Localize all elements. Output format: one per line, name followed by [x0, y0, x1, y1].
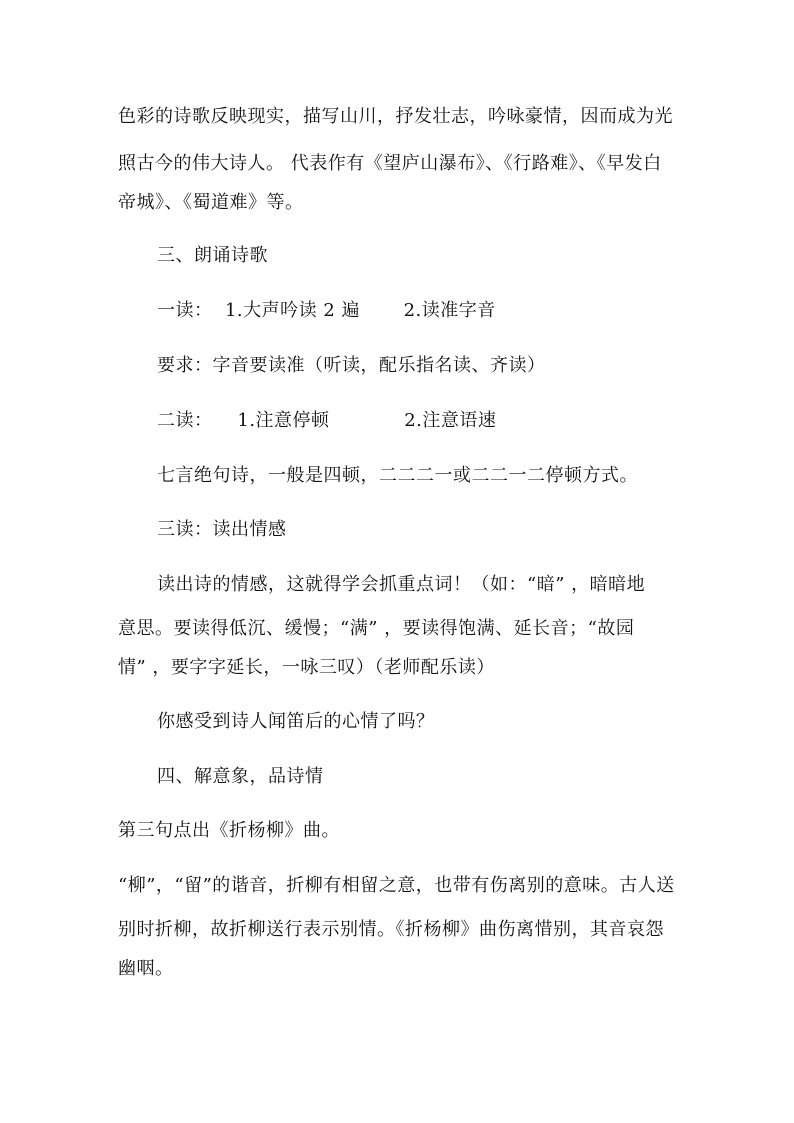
section-heading: 四、解意象，品诗情 [157, 766, 324, 787]
section-heading: 三、朗诵诗歌 [157, 245, 268, 266]
paragraph-line: 第三句点出《折杨柳》曲。 [118, 820, 340, 841]
paragraph-line: 要求：字音要读准（听读，配乐指名读、齐读） [157, 355, 546, 376]
paragraph-line: 读出诗的情感，这就得学会抓重点词！（如：“暗” ，暗暗地 [157, 574, 646, 595]
paragraph-line: 意思。要读得低沉、缓慢；“满” ，要读得饱满、延长音；“故园 [118, 618, 635, 639]
paragraph-line: 帝城》、《蜀道难》等。 [118, 192, 304, 213]
paragraph-line: 三读：读出情感 [157, 519, 287, 540]
paragraph-line: 二读： 1.注意停顿 2.注意语速 [157, 410, 497, 431]
paragraph-line: 情” ，要字字延长，一咏三叹）（老师配乐读） [118, 657, 495, 678]
paragraph-line: 七言绝句诗，一般是四顿，二二二一或二二一二停顿方式。 [157, 465, 638, 486]
paragraph-line: 照古今的伟大诗人。 代表作有《望庐山瀑布》、《行路难》、《早发白 [118, 153, 662, 174]
paragraph-line: 你感受到诗人闻笛后的心情了吗？ [157, 711, 435, 732]
paragraph-line: 一读： 1.大声吟读 2 遍 2.读准字音 [157, 300, 496, 321]
paragraph-line: “柳”，“留”的谐音，折柳有相留之意，也带有伤离别的意味。古人送 [118, 875, 675, 896]
paragraph-line: 色彩的诗歌反映现实，描写山川，抒发壮志，吟咏豪情，因而成为光 [118, 106, 673, 127]
paragraph-line: 别时折柳，故折柳送行表示别情。《折杨柳》曲伤离惜别，其音哀怨 [118, 919, 664, 940]
paragraph-line: 幽咽。 [118, 958, 174, 979]
